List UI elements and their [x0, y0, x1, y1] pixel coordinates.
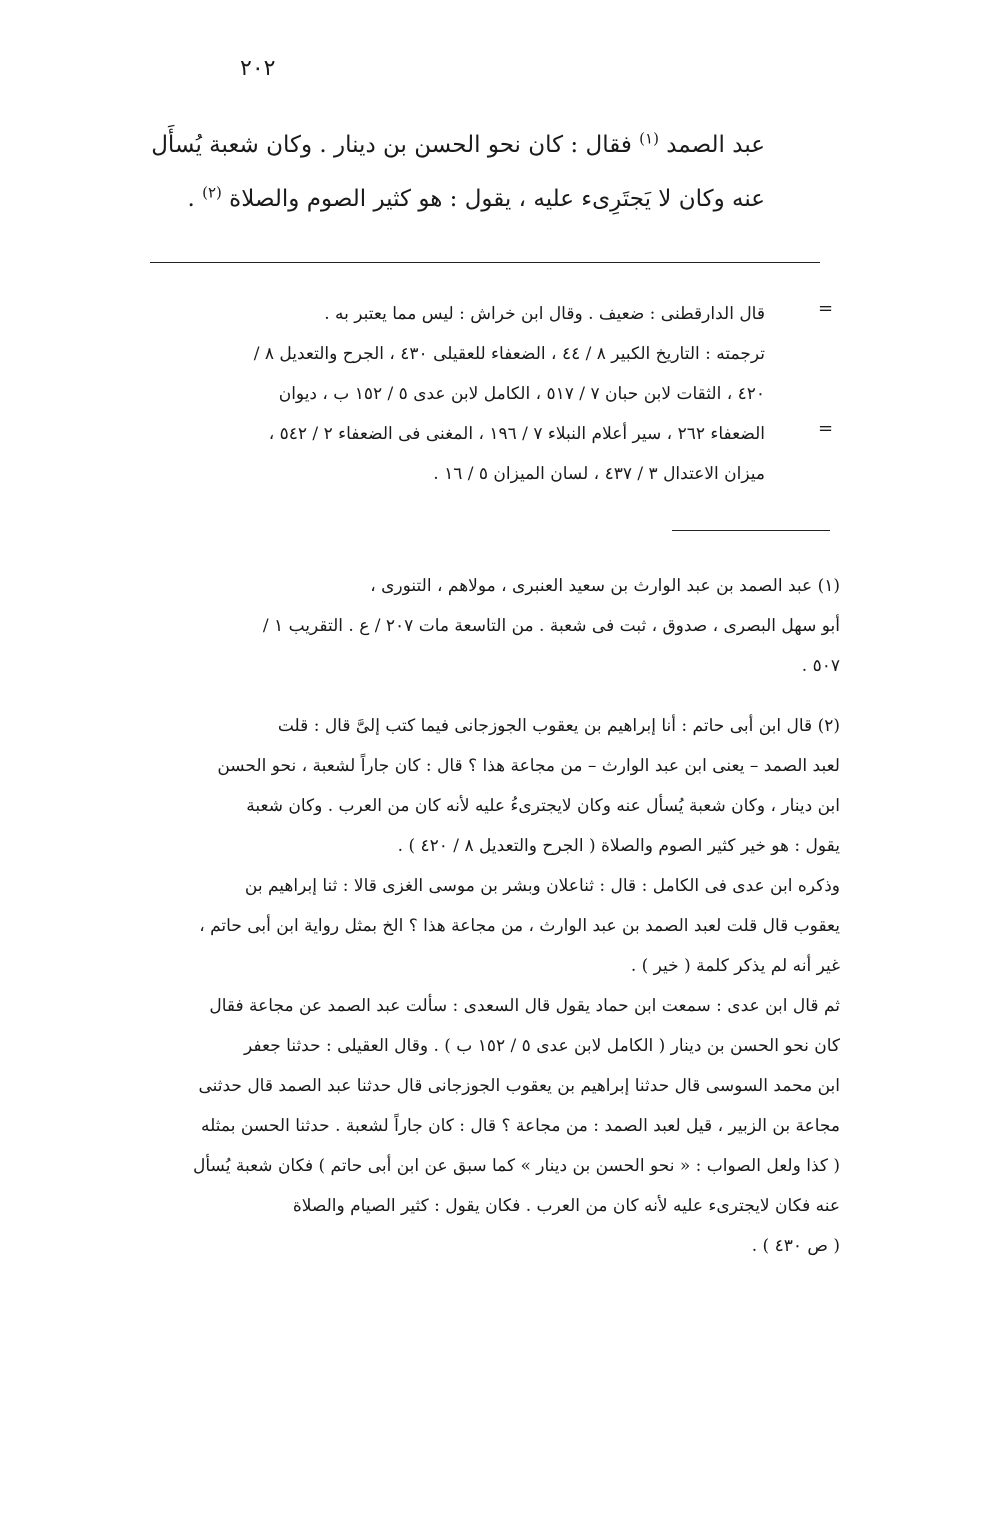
footnote-ref-1[interactable]: (١) [639, 129, 659, 148]
continuation-marker: = [818, 418, 834, 439]
main-text [140, 118, 765, 226]
continued-footnote [150, 294, 765, 494]
footnote-gap [145, 686, 840, 706]
main-text-fragment: عبد الصمد [666, 132, 765, 158]
footnote-line: ( ص ٤٣٠ ) . [751, 1236, 840, 1256]
footnote-line: يعقوب قال قلت لعبد الصمد بن عبد الوارث ، من مجاعة هذا ؟ الخ بمثل رواية ابن أبى حاتم ، [199, 916, 840, 936]
main-text-fragment: عنه وكان لا يَجتَرِىء عليه ، يقول : هو كثير الصوم والصلاة [229, 186, 765, 212]
main-text-fragment: . [187, 186, 195, 212]
main-text-line [140, 118, 765, 172]
footnote-2 [145, 706, 840, 1266]
continuation-marker: = [818, 298, 834, 319]
separator-line [150, 262, 820, 263]
footnote-line: وذكره ابن عدى فى الكامل : قال : ثناعلان وبشر بن موسى الغزى قالا : ثنا إبراهيم بن [244, 876, 840, 896]
footnote-line: (٢) قال ابن أبى حاتم : أنا إبراهيم بن يعقوب الجوزجانى فيما كتب إلىَّ قال : قلت [277, 716, 840, 736]
footnote-line: (١) عبد الصمد بن عبد الوارث بن سعيد العنبرى ، مولاهم ، التنورى ، [370, 576, 840, 596]
footnote-line: ترجمته : التاريخ الكبير ٨ / ٤٤ ، الضعفاء للعقيلى ٤٣٠ ، الجرح والتعديل ٨ / [253, 344, 765, 364]
footnote-line: ٥٠٧ . [801, 656, 840, 676]
footnote-line: أبو سهل البصرى ، صدوق ، ثبت فى شعبة . من التاسعة مات ٢٠٧ / ع . التقريب ١ / [262, 616, 840, 636]
footnote-line: قال الدارقطنى : ضعيف . وقال ابن خراش : ليس مما يعتبر به . [324, 304, 765, 324]
footnote-separator [672, 530, 830, 531]
footnote-line: ٤٢٠ ، الثقات لابن حبان ٧ / ٥١٧ ، الكامل لابن عدى ٥ / ١٥٢ ب ، ديوان [278, 384, 765, 404]
footnote-line: يقول : هو خير كثير الصوم والصلاة ( الجرح والتعديل ٨ / ٤٢٠ ) . [397, 836, 840, 856]
footnote-line: ميزان الاعتدال ٣ / ٤٣٧ ، لسان الميزان ٥ / ١٦ . [433, 464, 765, 484]
footnote-line: غير أنه لم يذكر كلمة ( خير ) . [630, 956, 840, 976]
footnote-line: ابن محمد السوسى قال حدثنا إبراهيم بن يعقوب الجوزجانى قال حدثنا عبد الصمد قال حدثنى [198, 1076, 840, 1096]
footnote-line: عنه فكان لايجترىء عليه لأنه كان من العرب . فكان يقول : كثير الصيام والصلاة [292, 1196, 840, 1216]
page-number: ٢٠٢ [240, 56, 276, 81]
footnote-1 [145, 566, 840, 686]
footnote-line: لعبد الصمد – يعنى ابن عبد الوارث – من مجاعة هذا ؟ قال : كان جاراً لشعبة ، نحو الحسن [217, 756, 840, 776]
footnote-line: ( كذا ولعل الصواب : « نحو الحسن بن دينار » كما سبق عن ابن أبى حاتم ) فكان شعبة يُسأل [193, 1156, 840, 1176]
footnote-line: كان نحو الحسن بن دينار ( الكامل لابن عدى ٥ / ١٥٢ ب ) . وقال العقيلى : حدثنا جعفر [244, 1036, 840, 1056]
footnote-line: ابن دينار ، وكان شعبة يُسأل عنه وكان لايجترىءُ عليه لأنه كان من العرب . وكان شعبة [246, 796, 840, 816]
main-text-fragment: فقال : كان نحو الحسن بن دينار . وكان شعبة يُسأَل [151, 132, 632, 158]
footnote-line: ثم قال ابن عدى : سمعت ابن حماد يقول قال السعدى : سألت عبد الصمد عن مجاعة فقال [209, 996, 840, 1016]
footnotes [145, 566, 840, 1266]
footnote-ref-2[interactable]: (٢) [202, 183, 222, 202]
footnote-line: مجاعة بن الزبير ، قيل لعبد الصمد : من مجاعة ؟ قال : كان جاراً لشعبة . حدثنا الحسن بمثله [201, 1116, 840, 1136]
main-text-line [140, 172, 765, 226]
footnote-line: الضعفاء ٢٦٢ ، سير أعلام النبلاء ٧ / ١٩٦ ، المغنى فى الضعفاء ٢ / ٥٤٢ ، [268, 424, 765, 444]
